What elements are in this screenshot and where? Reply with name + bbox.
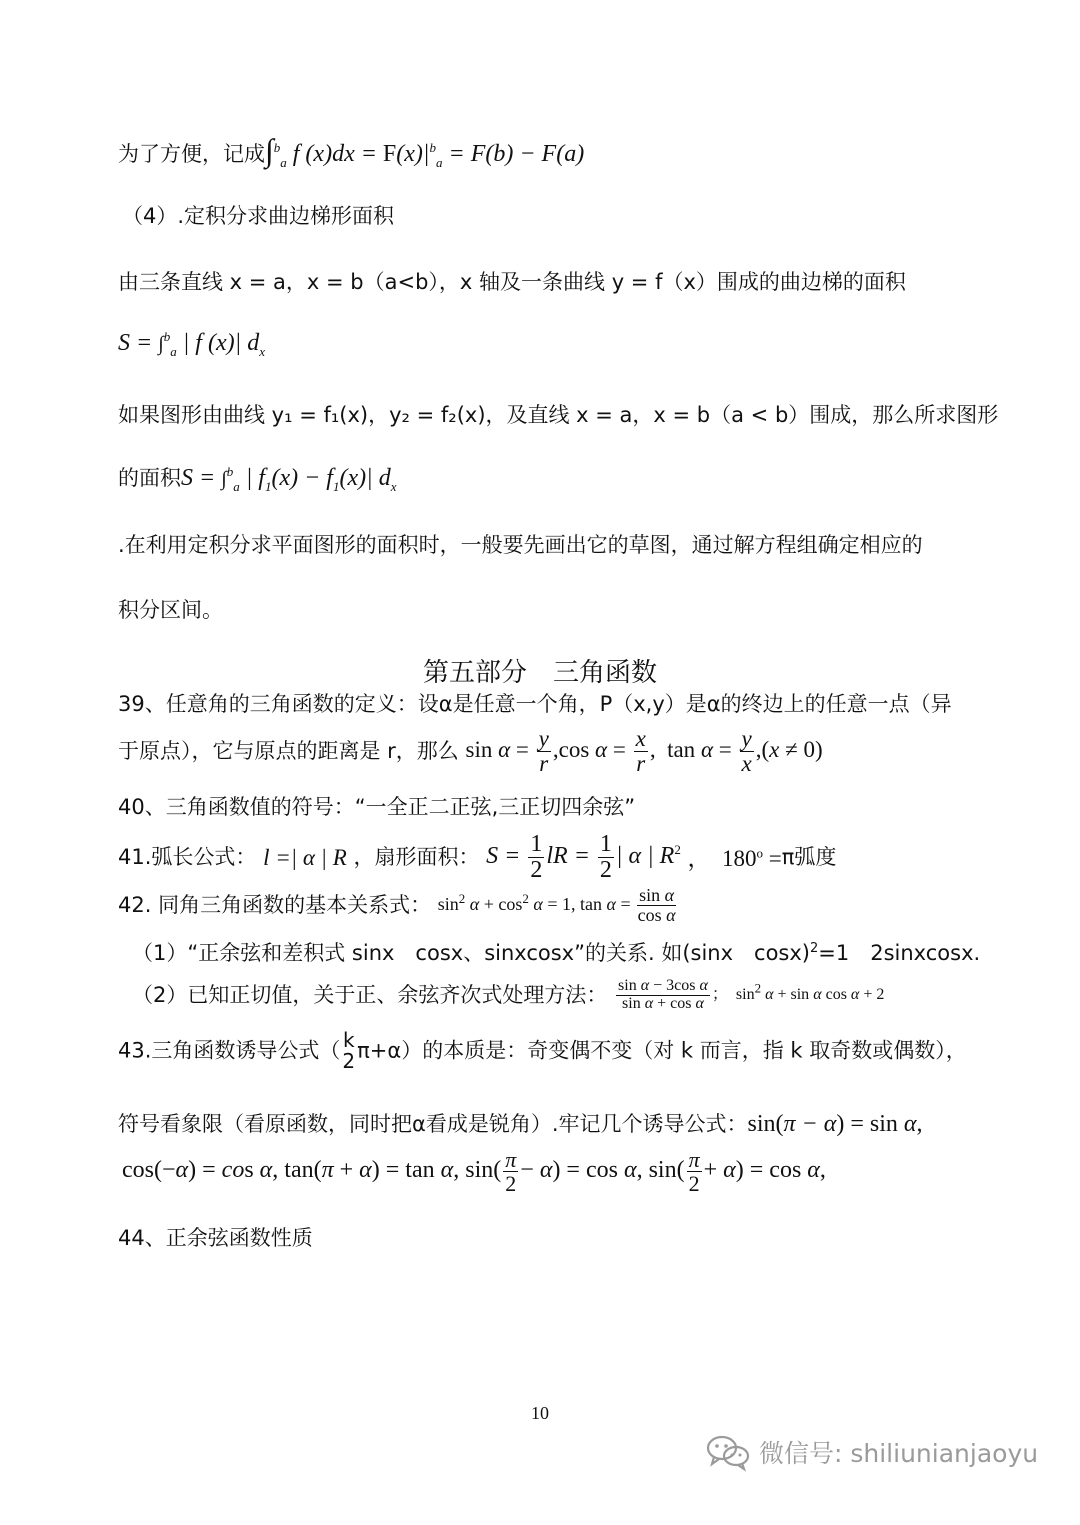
area-definition-line: 由三条直线 x = a，x = b（a<b），x 轴及一条曲线 y = f（x）围成的曲边梯的面积 [118,270,906,294]
sketch-note-line-2: 积分区间。 [118,598,223,622]
item-43-line-1 [118,1030,967,1072]
wechat-icon [705,1432,751,1472]
trig-definitions: sin α = $\frac{y}{r}$ ,cos α = $\frac{x}{r}$ , tan α = $\frac{y}{x}$ ,(x ≠ 0) [465,726,823,777]
item-41 [118,832,836,883]
sector-area-formula: S = $\frac{1}{2}$ lR = $\frac{1}{2}$ | α | $R^2$ [486,831,681,884]
item-42-1-text-2: =1 2sinxcosx. [818,941,981,965]
item-42 [118,886,678,925]
watermark [705,1432,1038,1472]
two-curves-area-line [118,465,396,493]
item-43-text: π+α）的本质是：奇变偶不变（对 k 而言，指 k 取奇数或偶数）， [357,1038,967,1063]
newton-leibniz-formula: ∫$^b_a$ f $(x)dx = F(x)|^b_a = F(b) - F(a)$ [265,132,585,170]
k-over-2: k 2 [342,1028,356,1073]
induction-formulas: cos(−α) = cos α, tan(π + α) = tan α, sin( $\frac{\pi}{2}$ − α) = cos α, sin( $\frac{\pi}{2}$ + α) = cos α, [122,1147,826,1197]
pythagorean-identity: $\sin^2 \alpha + \cos^2 \alpha = 1$, tan α = $\frac{\text{sin α}}{\text{cos α}}$ [437,885,676,925]
item-44: 44、正余弦函数性质 [118,1226,313,1250]
page-number: 10 [531,1403,549,1423]
item-41-label: 41.弧长公式： [118,845,257,870]
item-39-line-1: 39、任意角的三角函数的定义：设α是任意一个角，P（x,y）是α的终边上的任意一点（异 [118,692,952,716]
item-41-sector-label: ，扇形面积： [353,845,480,870]
homogeneous-expressions: $\frac{\text{sin α − 3cos α}}{\text{sin α + cos α}}$ ； $\sin^2 \alpha + \sin \alpha$ cos α + 2 [618,977,885,1012]
arc-length-formula: l =| α | R [263,845,347,871]
section-title: 第五部分 三角函数 [422,658,657,688]
item-39-text: 于原点），它与原点的距离是 r，那么 [118,739,459,764]
degree-conversion: ， $180^o$ = [687,844,782,871]
item-42-label: 42. 同角三角函数的基本关系式： [118,892,432,917]
notation-text: 为了方便，记成 [118,142,265,166]
item-42-1: （1）“正余弦和差积式 sinx cosx、sinxcosx”的关系. 如(sinx cosx)$^2$=1 2sinxcosx. [132,941,981,965]
two-curves-area-text: 的面积 [118,466,181,490]
item-39-line-2 [118,727,823,776]
item-43-text-2: 符号看象限（看原函数，同时把α看成是锐角）.牢记几个诱导公式： [118,1112,748,1136]
two-curves-area-formula: S = ∫$^b_a$ | $f_1(x) - f_1(x)|$ $d_x$ [181,464,397,494]
watermark-text: 微信号: shiliunianjaoyu [759,1439,1039,1468]
item-40: 40、三角函数值的符号：“一全正二正弦,三正切四余弦” [118,795,636,819]
item-43-label: 43.三角函数诱导公式（ [118,1038,341,1063]
degree-conversion-text: π弧度 [781,845,837,870]
item-42-2 [132,978,884,1013]
two-curves-line: 如果图形由曲线 y₁ = f₁(x)，y₂ = f₂(x)，及直线 x = a，x = b（a < b）围成，那么所求图形 [118,403,999,427]
item-43-line-2 [118,1112,923,1136]
item-42-1-text: （1）“正余弦和差积式 sinx cosx、sinxcosx”的关系. 如(sinx cosx) [132,941,810,965]
item-42-2-text: （2）已知正切值，关于正、余弦齐次式处理方法： [132,982,608,1007]
induction-formula-1: sin(π − α) = sin α, [747,1111,923,1137]
subsection-4-title: （4）.定积分求曲边梯形面积 [122,204,395,228]
notation-line [118,134,584,169]
area-formula: S = ∫$^b_a$ | f (x)| $d_x$ [118,329,265,359]
sketch-note-line: .在利用定积分求平面图形的面积时，一般要先画出它的草图，通过解方程组确定相应的 [118,533,923,557]
